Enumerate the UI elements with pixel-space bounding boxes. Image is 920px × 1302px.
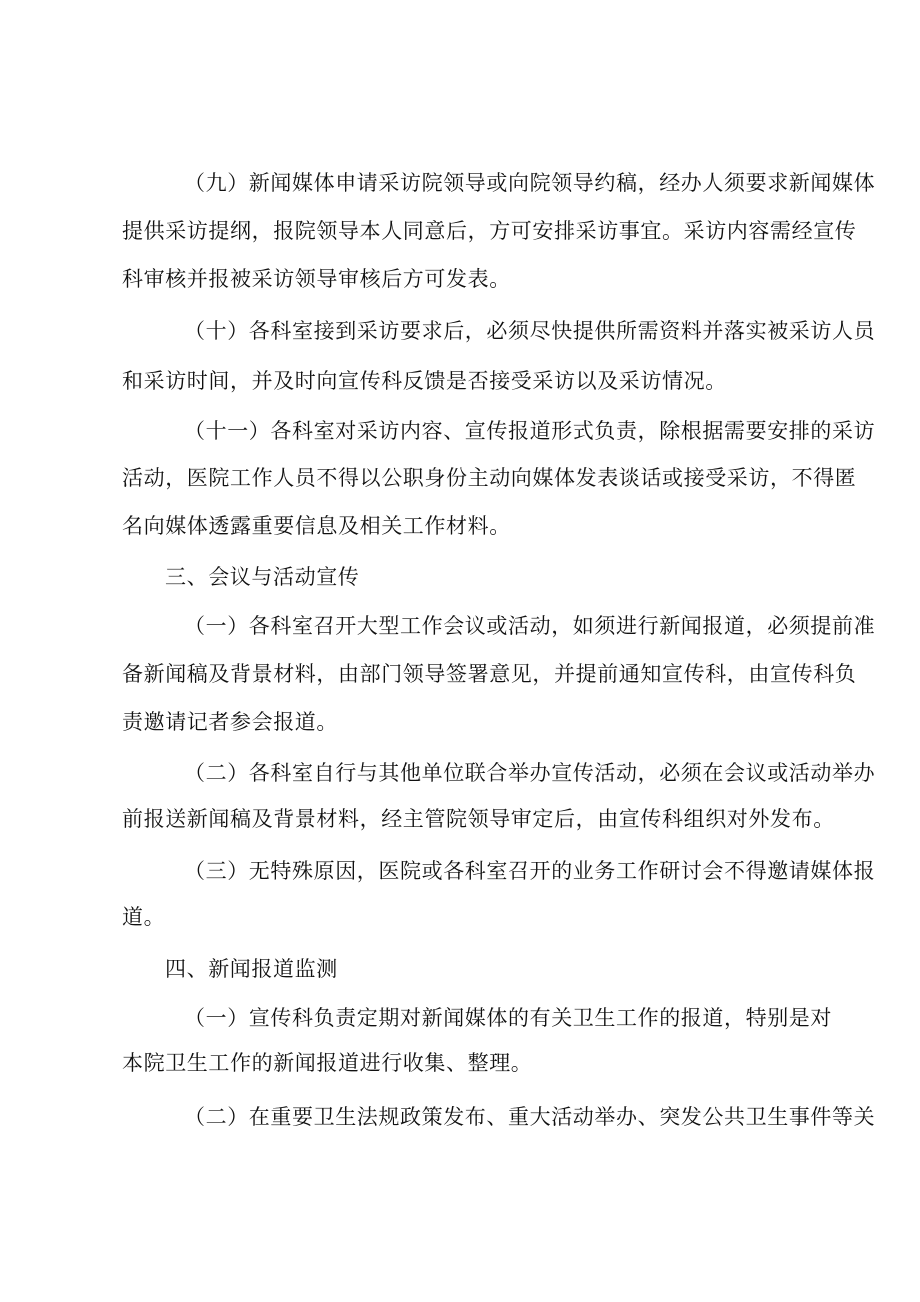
section-heading: 四、新闻报道监测 (165, 957, 338, 981)
paragraph-line: （二）在重要卫生法规政策发布、重大活动举办、突发公共卫生事件等关 (184, 1105, 876, 1129)
paragraph-line: 责邀请记者参会报道。 (122, 710, 338, 734)
paragraph-line: 备新闻稿及背景材料，由部门领导签署意见，并提前通知宣传科，由宣传科负 (122, 662, 857, 686)
paragraph-line: 提供采访提纲，报院领导本人同意后，方可安排采访事宜。采访内容需经宣传 (122, 219, 857, 243)
paragraph-line: 本院卫生工作的新闻报道进行收集、整理。 (122, 1051, 533, 1075)
paragraph-line: （三）无特殊原因，医院或各科室召开的业务工作研讨会不得邀请媒体报 (184, 859, 876, 883)
paragraph-line: 科审核并报被采访领导审核后方可发表。 (122, 267, 511, 291)
paragraph-line: （十一）各科室对采访内容、宣传报道形式负责，除根据需要安排的采访 (184, 419, 876, 443)
paragraph-line: （九）新闻媒体申请采访院领导或向院领导约稿，经办人须要求新闻媒体 (184, 171, 876, 195)
paragraph-line: 名向媒体透露重要信息及相关工作材料。 (122, 514, 511, 538)
paragraph-line: 前报送新闻稿及背景材料，经主管院领导审定后，由宣传科组织对外发布。 (122, 807, 835, 831)
paragraph-line: 活动，医院工作人员不得以公职身份主动向媒体发表谈话或接受采访，不得匿 (122, 466, 857, 490)
section-heading: 三、会议与活动宣传 (165, 565, 360, 589)
paragraph-line: （十）各科室接到采访要求后，必须尽快提供所需资料并落实被采访人员 (184, 319, 876, 343)
paragraph-line: 道。 (122, 905, 166, 929)
paragraph-line: （二）各科室自行与其他单位联合举办宣传活动，必须在会议或活动举办 (184, 761, 876, 785)
paragraph-line: （一）宣传科负责定期对新闻媒体的有关卫生工作的报道，特别是对 (184, 1006, 832, 1030)
paragraph-line: 和采访时间，并及时向宣传科反馈是否接受采访以及采访情况。 (122, 369, 727, 393)
paragraph-line: （一）各科室召开大型工作会议或活动，如须进行新闻报道，必须提前准 (184, 614, 876, 638)
